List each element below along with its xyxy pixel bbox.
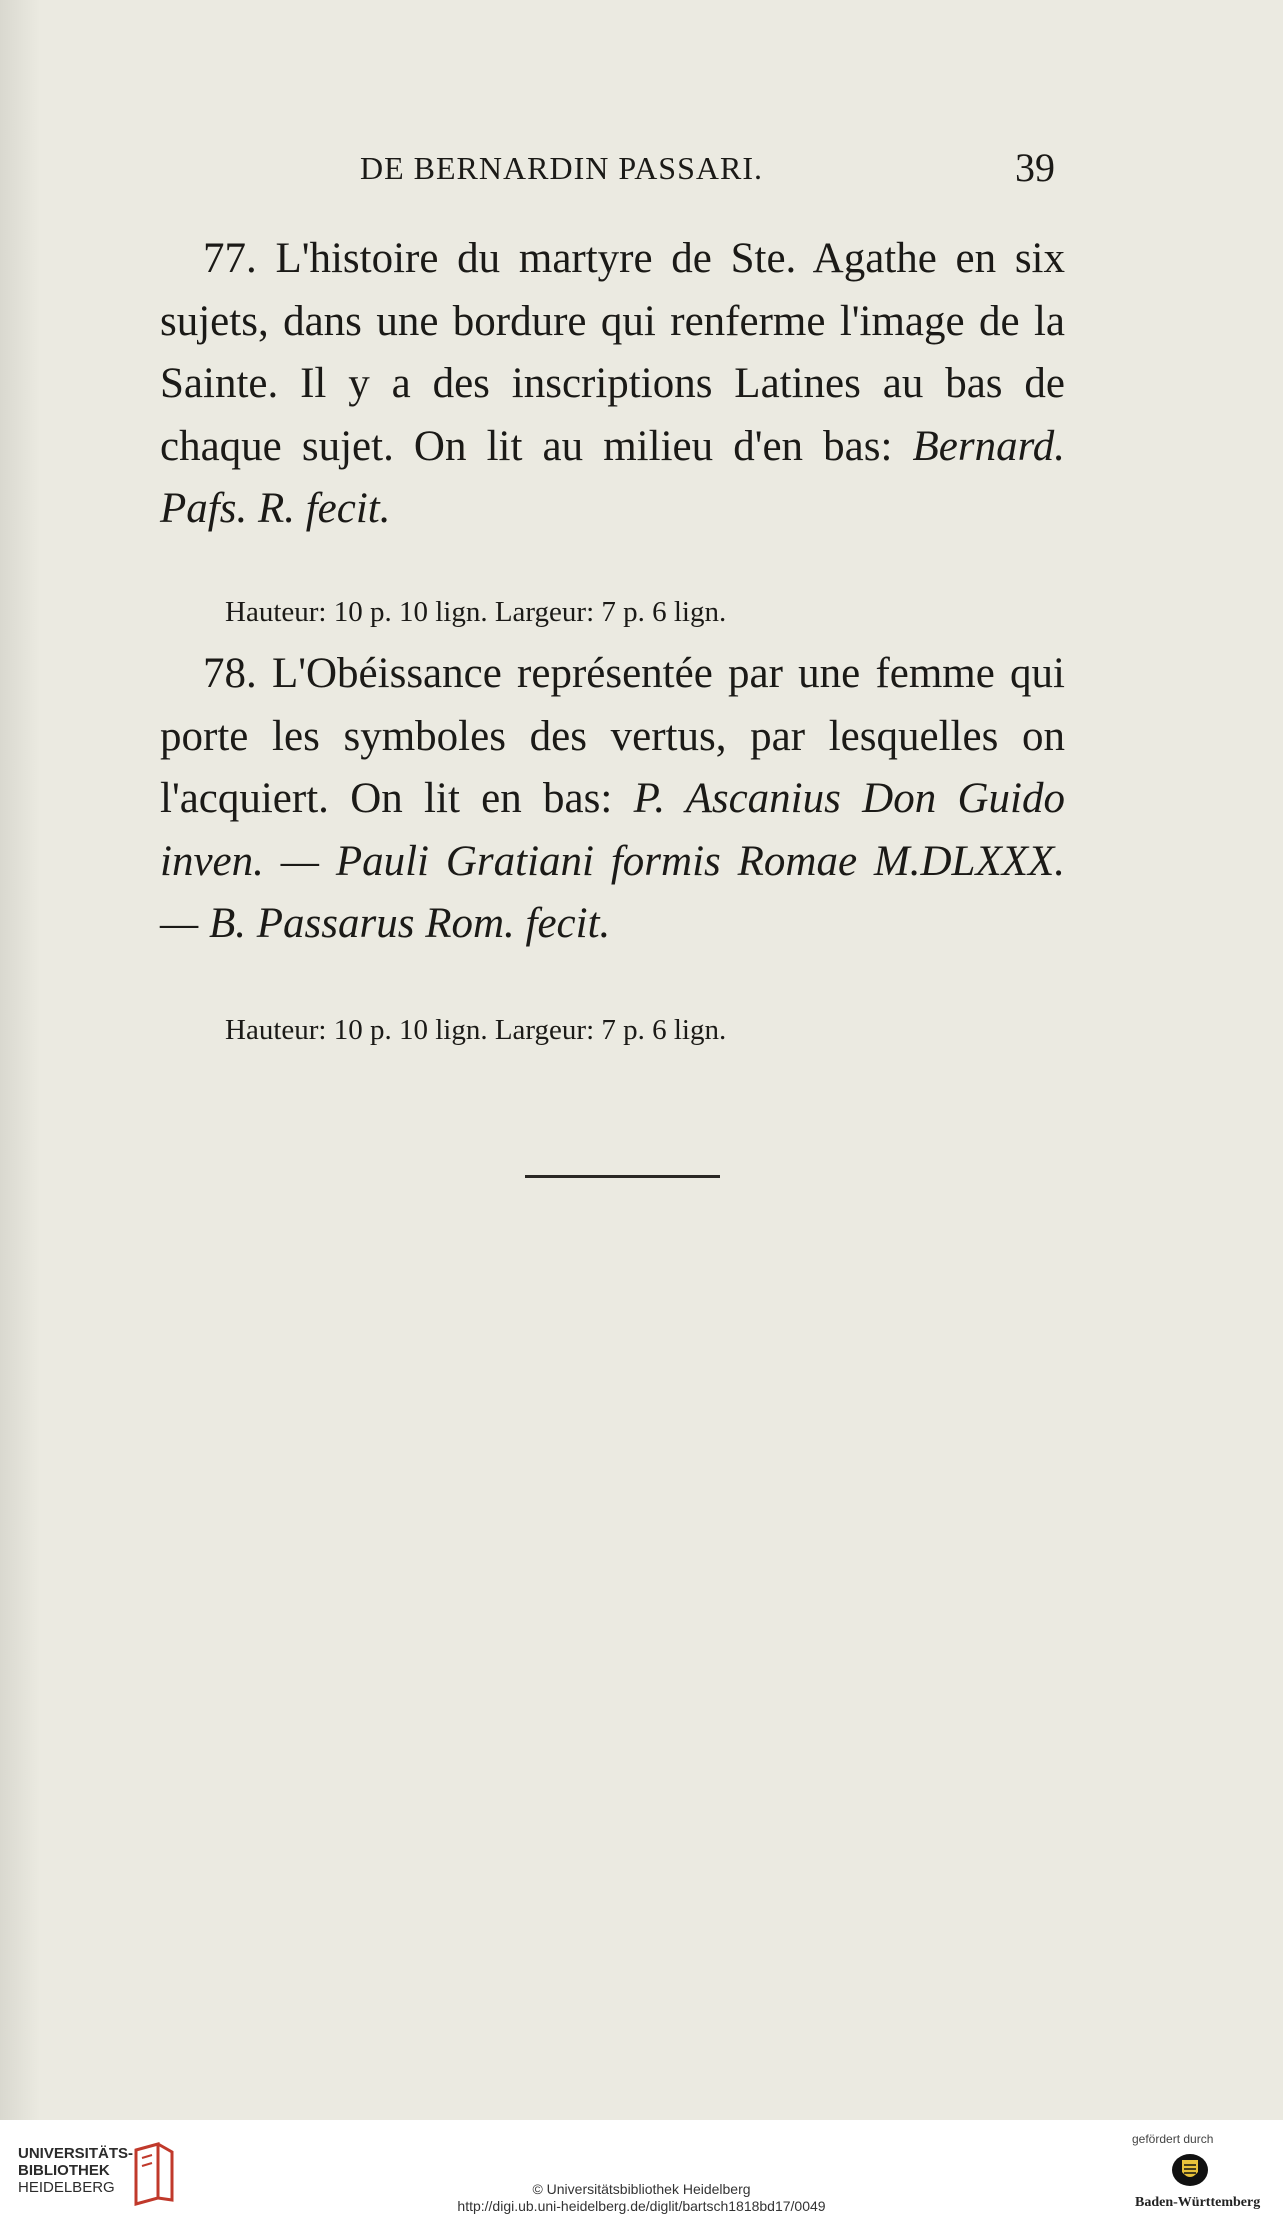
show-through-text [170,1035,1070,1455]
entry-description: L'histoire du martyre de Ste. Agathe en six sujets, dans une bordure qui renferme l'image de la Sainte. Il y a des inscriptions Latines au bas de chaque sujet. On lit au milieu d'en bas: [160,235,1066,470]
baden-wuerttemberg-coat-of-arms-icon [1170,2150,1210,2190]
page-number: 39 [1015,145,1055,190]
viewer-footer [0,2120,1283,2216]
section-divider [525,1175,720,1178]
page-gutter-shadow [0,0,40,2120]
entry-inscription: P. Ascanius Don Guido inven. — Pauli Gratiani formis Romae M.DLXXX. — B. Passarus Rom. fecit. [160,775,1065,947]
copyright-text: © Universitätsbibliothek Heidelberg [532,2181,751,2197]
library-logo-line: BIBLIOTHEK [18,2162,110,2179]
entry-number: 78. [203,650,257,697]
sponsor-label: gefördert durch [1132,2132,1214,2146]
catalogue-entry-77 [160,228,1065,541]
sponsor-name: Baden-Württemberg [1135,2195,1261,2210]
running-head-title: DE BERNARDIN PASSARI. [360,150,763,186]
entry-dimensions: Hauteur: 10 p. 10 lign. Largeur: 7 p. 6 lign. [225,596,727,628]
library-logo-line: HEIDELBERG [18,2179,115,2196]
entry-inscription: Bernard. Pafs. R. fecit. [160,422,1065,532]
catalogue-entry-78 [160,643,1065,956]
running-head [160,145,1065,210]
entry-description: L'Obéissance représentée par une femme qui porte les symboles des vertus, par lesquelles on l'acquiert. On lit en bas: [160,650,1066,822]
entry-number: 77. [203,235,257,282]
library-logo-line: UNIVERSITÄTS- [18,2145,134,2162]
permalink-url[interactable]: http://digi.ub.uni-heidelberg.de/diglit/bartsch1818bd17/0049 [457,2198,826,2214]
entry-dimensions: Hauteur: 10 p. 10 lign. Largeur: 7 p. 6 lign. [225,1014,727,1046]
